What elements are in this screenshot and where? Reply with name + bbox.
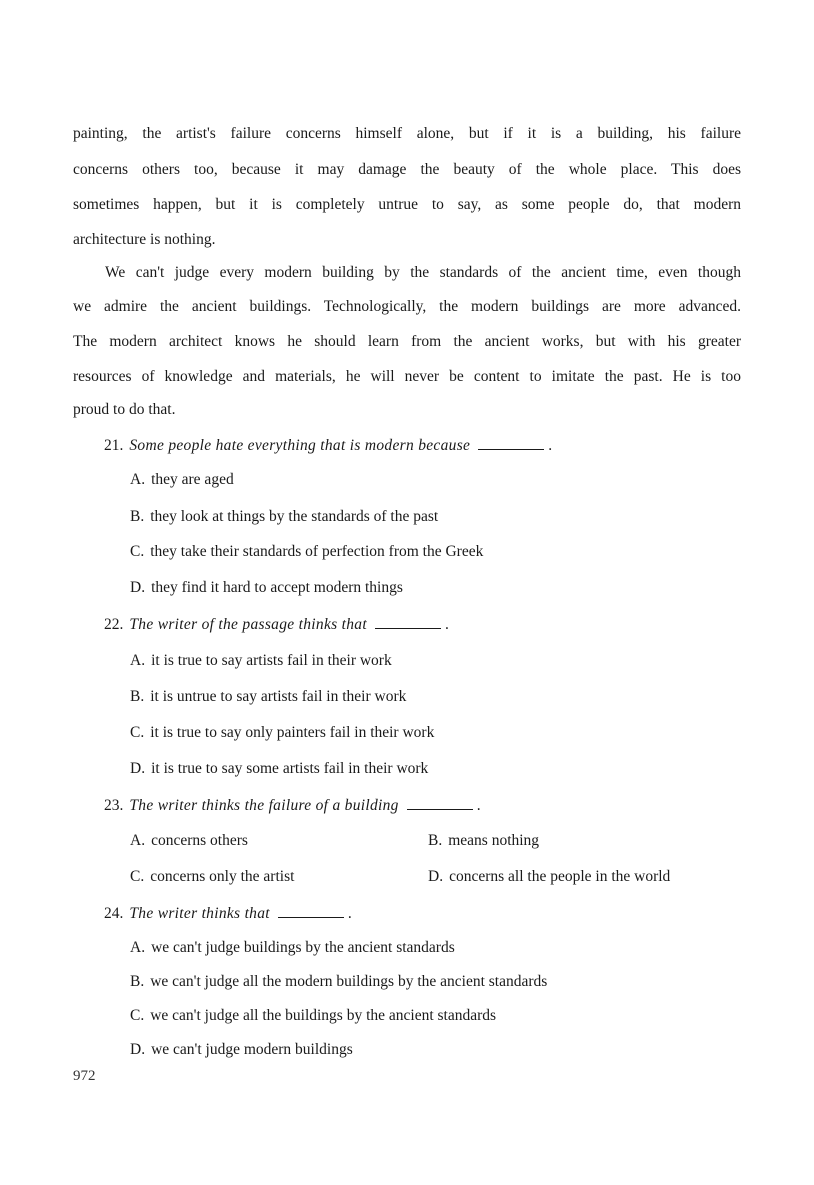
question-end: . xyxy=(476,797,481,814)
passage-line: sometimes happen, but it is completely untrue to say, as some people do, that modern xyxy=(73,196,741,213)
question-number: 21. xyxy=(104,437,124,454)
question-number: 23. xyxy=(104,797,124,814)
option-letter: C. xyxy=(130,1007,145,1024)
option-24-b xyxy=(130,972,547,992)
option-text: concerns others xyxy=(151,832,248,849)
question-21 xyxy=(104,435,552,455)
option-22-a xyxy=(130,651,392,671)
option-text: we can't judge all the buildings by the ancient standards xyxy=(150,1007,497,1024)
option-23-d xyxy=(428,867,670,887)
option-text: it is true to say some artists fail in their work xyxy=(151,760,429,777)
option-23-a xyxy=(130,831,248,851)
passage-line: concerns others too, because it may damage the beauty of the whole place. This does xyxy=(73,161,741,178)
option-text: concerns all the people in the world xyxy=(449,868,671,885)
option-letter: D. xyxy=(428,868,444,885)
option-letter: A. xyxy=(130,471,146,488)
option-letter: B. xyxy=(130,508,145,525)
option-text: it is untrue to say artists fail in their work xyxy=(150,688,407,705)
option-21-c xyxy=(130,542,483,562)
passage-line: we admire the ancient buildings. Technologically, the modern buildings are more advanced. xyxy=(73,298,741,315)
option-21-d xyxy=(130,578,403,598)
option-letter: A. xyxy=(130,939,146,956)
question-stem: Some people hate everything that is modern because xyxy=(129,437,471,454)
option-text: we can't judge all the modern buildings by the ancient standards xyxy=(150,973,548,990)
option-letter: A. xyxy=(130,652,146,669)
option-text: they take their standards of perfection from the Greek xyxy=(150,543,484,560)
question-number: 24. xyxy=(104,905,124,922)
passage-line: The modern architect knows he should learn from the ancient works, but with his greater xyxy=(73,333,741,350)
option-letter: B. xyxy=(428,832,443,849)
option-24-c xyxy=(130,1006,496,1026)
question-stem: The writer thinks the failure of a building xyxy=(129,797,399,814)
answer-blank xyxy=(478,435,544,450)
option-text: it is true to say only painters fail in their work xyxy=(150,724,435,741)
option-letter: D. xyxy=(130,579,146,596)
option-21-a xyxy=(130,470,234,490)
option-letter: C. xyxy=(130,724,145,741)
option-23-b xyxy=(428,831,539,851)
question-stem: The writer of the passage thinks that xyxy=(129,616,367,633)
question-end: . xyxy=(347,905,352,922)
option-text: we can't judge buildings by the ancient standards xyxy=(151,939,455,956)
passage-line: resources of knowledge and materials, he will never be content to imitate the past. He is too xyxy=(73,368,741,385)
option-24-a xyxy=(130,938,455,958)
option-text: we can't judge modern buildings xyxy=(151,1041,353,1058)
option-letter: B. xyxy=(130,688,145,705)
question-22 xyxy=(104,614,449,634)
passage-line: proud to do that. xyxy=(73,401,176,418)
option-22-d xyxy=(130,759,428,779)
question-23 xyxy=(104,795,481,815)
question-end: . xyxy=(548,437,553,454)
option-letter: C. xyxy=(130,543,145,560)
option-text: means nothing xyxy=(448,832,540,849)
option-22-c xyxy=(130,723,434,743)
option-text: they look at things by the standards of the past xyxy=(150,508,439,525)
option-letter: D. xyxy=(130,760,146,777)
question-number: 22. xyxy=(104,616,124,633)
answer-blank xyxy=(278,903,344,918)
question-end: . xyxy=(444,616,449,633)
option-22-b xyxy=(130,687,406,707)
option-letter: C. xyxy=(130,868,145,885)
passage-line: We can't judge every modern building by the standards of the ancient time, even though xyxy=(105,264,741,281)
answer-blank xyxy=(407,795,473,810)
page-number: 972 xyxy=(73,1068,96,1084)
option-23-c xyxy=(130,867,294,887)
option-letter: B. xyxy=(130,973,145,990)
question-24 xyxy=(104,903,352,923)
question-stem: The writer thinks that xyxy=(129,905,270,922)
answer-blank xyxy=(375,614,441,629)
passage-line: architecture is nothing. xyxy=(73,231,216,248)
option-letter: D. xyxy=(130,1041,146,1058)
option-text: they find it hard to accept modern things xyxy=(151,579,403,596)
option-letter: A. xyxy=(130,832,146,849)
passage-line: painting, the artist's failure concerns himself alone, but if it is a building, his failure xyxy=(73,125,741,142)
option-24-d xyxy=(130,1040,353,1060)
option-text: concerns only the artist xyxy=(150,868,295,885)
option-text: it is true to say artists fail in their work xyxy=(151,652,392,669)
option-text: they are aged xyxy=(151,471,234,488)
option-21-b xyxy=(130,507,438,527)
